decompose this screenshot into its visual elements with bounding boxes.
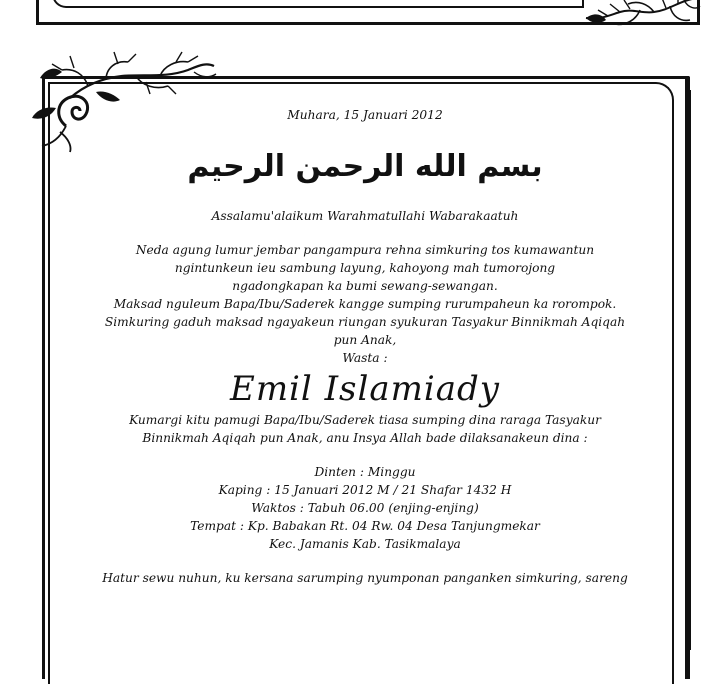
greeting: Assalamu'alaikum Warahmatullahi Wabarakaatuh <box>211 209 519 223</box>
intro-line: Wasta : <box>342 351 388 365</box>
bismillah-calligraphy <box>90 136 640 192</box>
event-district: Kec. Jamanis Kab. Tasikmalaya <box>269 537 461 551</box>
child-name: Emil Islamiady <box>230 369 500 409</box>
floral-ornament-top-right <box>580 0 700 36</box>
closing-line: Hatur sewu nuhun, ku kersana sarumping nyumponan panganken simkuring, sareng <box>102 571 628 585</box>
intro-line: Neda agung lumur jembar pangampura rehna simkuring tos kumawantun <box>135 243 595 257</box>
event-time: Waktos : Tabuh 06.00 (enjing-enjing) <box>251 501 479 515</box>
event-date: Kaping : 15 Januari 2012 M / 21 Shafar 1432 H <box>218 483 512 497</box>
intro-line: Simkuring gaduh maksad ngayakeun riungan syukuran Tasyakur Binnikmah Aqiqah <box>104 315 626 329</box>
intro-line: pun Anak, <box>333 333 397 347</box>
previous-card-frame-inner <box>52 0 584 8</box>
invitation-body <box>90 106 640 587</box>
request-line: Kumargi kitu pamugi Bapa/Ibu/Saderek tiasa sumping dina raraga Tasyakur <box>129 413 601 427</box>
place-date: Muhara, 15 Januari 2012 <box>287 108 443 122</box>
intro-line: ngintunkeun ieu sambung layung, kahoyong mah tumorojong <box>174 261 556 275</box>
request-line: Binnikmah Aqiqah pun Anak, anu Insya Allah bade dilaksanakeun dina : <box>142 431 588 445</box>
card-frame-right-rule <box>690 90 691 650</box>
svg-text:بسم الله الرحمن الرحيم: بسم الله الرحمن الرحيم <box>187 149 543 184</box>
intro-line: ngadongkapan ka bumi sewang-sewangan. <box>232 279 498 293</box>
event-place: Tempat : Kp. Babakan Rt. 04 Rw. 04 Desa Tanjungmekar <box>190 519 540 533</box>
intro-line: Maksad nguleum Bapa/Ibu/Saderek kangge sumping rurumpaheun ka rorompok. <box>113 297 617 311</box>
event-day: Dinten : Minggu <box>314 465 416 479</box>
